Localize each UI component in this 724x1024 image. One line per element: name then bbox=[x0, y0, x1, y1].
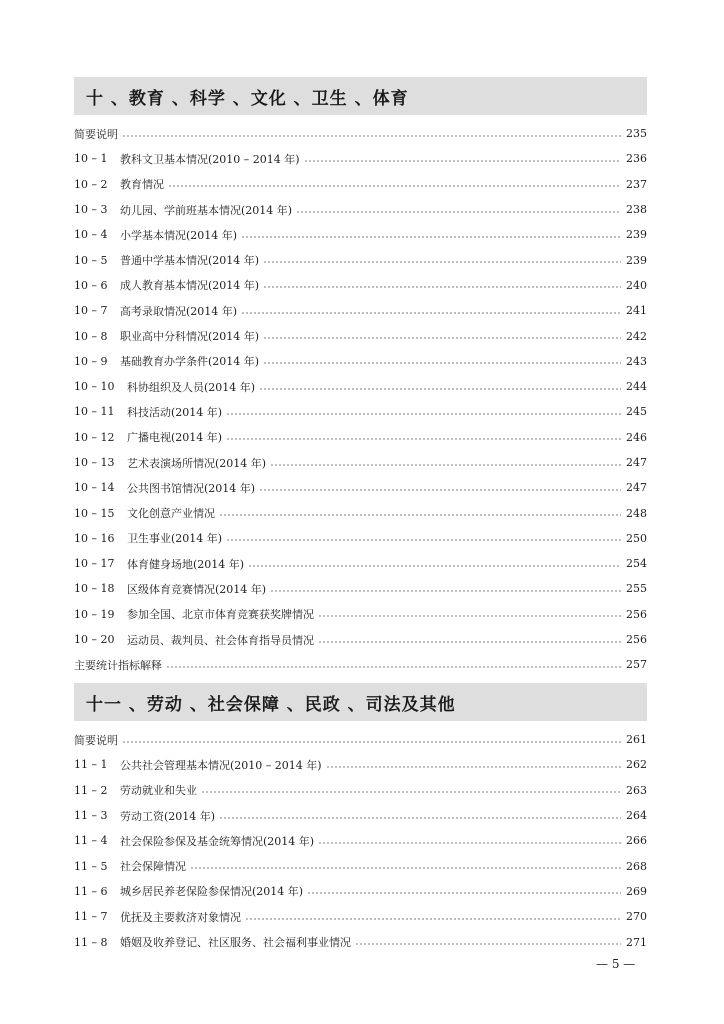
entry-page: 271 bbox=[626, 935, 647, 949]
entry-number: 11 – 1 bbox=[74, 758, 108, 772]
entry-title: 社会保险参保及基金统筹情况(2014 年) bbox=[120, 834, 315, 848]
entry-page: 240 bbox=[626, 278, 647, 292]
entry-number: 10 – 9 bbox=[74, 354, 108, 368]
entry-title: 小学基本情况(2014 年) bbox=[120, 228, 238, 242]
toc-entry[interactable] bbox=[74, 576, 647, 601]
toc-entry[interactable] bbox=[74, 323, 647, 348]
toc-entry[interactable] bbox=[74, 904, 647, 929]
entry-title: 成人教育基本情况(2014 年) bbox=[120, 279, 260, 293]
leader-dots bbox=[241, 233, 621, 241]
entry-number: 10 – 11 bbox=[74, 405, 115, 419]
toc-entry[interactable] bbox=[74, 475, 647, 500]
entry-page: 264 bbox=[626, 809, 647, 823]
leader-dots bbox=[219, 511, 621, 519]
leader-dots bbox=[226, 410, 621, 418]
entry-number: 10 – 12 bbox=[74, 430, 115, 444]
toc-list-section-10 bbox=[74, 121, 647, 678]
entry-number: 11 – 7 bbox=[74, 910, 108, 924]
entry-title: 社会保障情况 bbox=[120, 860, 186, 874]
toc-entry[interactable] bbox=[74, 627, 647, 652]
entry-page: 250 bbox=[626, 531, 647, 545]
entry-page: 236 bbox=[626, 152, 647, 166]
leader-dots bbox=[259, 486, 621, 494]
leader-dots bbox=[245, 915, 621, 923]
leader-dots bbox=[307, 889, 621, 897]
entry-number: 10 – 6 bbox=[74, 278, 108, 292]
entry-number: 11 – 2 bbox=[74, 783, 108, 797]
entry-page: 246 bbox=[626, 430, 647, 444]
leader-dots bbox=[326, 763, 621, 771]
entry-title: 文化创意产业情况 bbox=[127, 507, 215, 521]
entry-page: 243 bbox=[626, 354, 647, 368]
toc-entry[interactable] bbox=[74, 450, 647, 475]
toc-entry[interactable] bbox=[74, 602, 647, 627]
entry-title: 教科文卫基本情况(2010 – 2014 年) bbox=[120, 152, 300, 166]
entry-page: 247 bbox=[626, 481, 647, 495]
entry-number: 10 – 3 bbox=[74, 203, 108, 217]
entry-title: 运动员、裁判员、社会体育指导员情况 bbox=[127, 633, 314, 647]
entry-number: 10 – 4 bbox=[74, 228, 108, 242]
entry-title: 幼儿园、学前班基本情况(2014 年) bbox=[120, 203, 293, 217]
entry-number: 11 – 6 bbox=[74, 884, 108, 898]
leader-dots bbox=[304, 157, 621, 165]
entry-number: 10 – 18 bbox=[74, 582, 115, 596]
entry-number: 11 – 5 bbox=[74, 859, 108, 873]
toc-entry[interactable] bbox=[74, 803, 647, 828]
entry-page: 248 bbox=[626, 506, 647, 520]
leader-dots bbox=[263, 359, 621, 367]
entry-page: 239 bbox=[626, 253, 647, 267]
entry-title: 科协组织及人员(2014 年) bbox=[127, 380, 256, 394]
toc-entry[interactable] bbox=[74, 778, 647, 803]
entry-title: 教育情况 bbox=[120, 178, 164, 192]
entry-number: 10 – 16 bbox=[74, 531, 115, 545]
entry-number: 10 – 17 bbox=[74, 557, 115, 571]
entry-title: 简要说明 bbox=[74, 127, 118, 141]
entry-page: 256 bbox=[626, 633, 647, 647]
toc-entry[interactable] bbox=[74, 273, 647, 298]
entry-page: 237 bbox=[626, 177, 647, 191]
entry-number: 11 – 4 bbox=[74, 834, 108, 848]
entry-number: 11 – 8 bbox=[74, 935, 108, 949]
entry-page: 247 bbox=[626, 456, 647, 469]
toc-entry[interactable] bbox=[74, 399, 647, 424]
entry-number: 11 – 3 bbox=[74, 809, 108, 823]
entry-page: 239 bbox=[626, 228, 647, 242]
leader-dots bbox=[318, 839, 621, 847]
leader-dots bbox=[168, 182, 621, 190]
toc-entry[interactable] bbox=[74, 727, 647, 752]
toc-entry[interactable] bbox=[74, 121, 647, 146]
toc-entry[interactable] bbox=[74, 853, 647, 878]
toc-entry[interactable] bbox=[74, 222, 647, 247]
entry-page: 235 bbox=[626, 127, 647, 141]
toc-entry[interactable] bbox=[74, 500, 647, 525]
entry-page: 257 bbox=[626, 658, 647, 672]
section-header-10 bbox=[74, 77, 647, 115]
entry-title: 高考录取情况(2014 年) bbox=[120, 304, 238, 318]
entry-page: 255 bbox=[626, 582, 647, 596]
toc-entry[interactable] bbox=[74, 197, 647, 222]
page-number: — 5 — bbox=[596, 957, 636, 971]
leader-dots bbox=[263, 258, 621, 266]
entry-title: 基础教育办学条件(2014 年) bbox=[120, 355, 260, 369]
leader-dots bbox=[166, 663, 621, 671]
toc-entry[interactable] bbox=[74, 828, 647, 853]
entry-title: 优抚及主要救济对象情况 bbox=[120, 910, 241, 924]
toc-entry[interactable] bbox=[74, 298, 647, 323]
entry-number: 10 – 15 bbox=[74, 506, 115, 520]
entry-page: 268 bbox=[626, 859, 647, 873]
leader-dots bbox=[259, 385, 621, 393]
entry-page: 269 bbox=[626, 884, 647, 898]
entry-title: 普通中学基本情况(2014 年) bbox=[120, 254, 260, 268]
leader-dots bbox=[226, 435, 621, 443]
entry-number: 10 – 1 bbox=[74, 152, 108, 166]
entry-title: 简要说明 bbox=[74, 733, 118, 747]
entry-number: 10 – 13 bbox=[74, 456, 115, 469]
entry-page: 266 bbox=[626, 834, 647, 848]
entry-title: 艺术表演场所情况(2014 年) bbox=[127, 456, 267, 470]
entry-page: 270 bbox=[626, 910, 647, 924]
entry-title: 参加全国、北京市体育竞赛获奖牌情况 bbox=[127, 608, 314, 622]
leader-dots bbox=[270, 587, 621, 595]
entry-number: 10 – 2 bbox=[74, 177, 108, 191]
entry-page: 238 bbox=[626, 203, 647, 217]
entry-page: 254 bbox=[626, 557, 647, 571]
leader-dots bbox=[263, 283, 621, 291]
entry-number: 10 – 14 bbox=[74, 481, 115, 495]
entry-title: 广播电视(2014 年) bbox=[127, 431, 223, 445]
entry-page: 241 bbox=[626, 304, 647, 318]
leader-dots bbox=[226, 536, 621, 544]
entry-page: 245 bbox=[626, 405, 647, 419]
entry-number: 10 – 5 bbox=[74, 253, 108, 267]
entry-title: 城乡居民养老保险参保情况(2014 年) bbox=[120, 885, 304, 899]
leader-dots bbox=[241, 309, 621, 317]
toc-entry[interactable] bbox=[74, 172, 647, 197]
leader-dots bbox=[318, 612, 621, 620]
leader-dots bbox=[190, 864, 621, 872]
section-header-11 bbox=[74, 683, 647, 721]
leader-dots bbox=[296, 208, 621, 216]
section-title: 十 、教育 、科学 、文化 、卫生 、体育 bbox=[86, 88, 409, 109]
entry-page: 262 bbox=[626, 758, 647, 772]
leader-dots bbox=[122, 132, 621, 140]
toc-entry[interactable] bbox=[74, 652, 647, 677]
entry-title: 科技活动(2014 年) bbox=[127, 405, 223, 419]
toc-entry[interactable] bbox=[74, 752, 647, 777]
leader-dots bbox=[355, 940, 621, 948]
toc-entry[interactable] bbox=[74, 425, 647, 450]
entry-title: 体育健身场地(2014 年) bbox=[127, 557, 245, 571]
entry-number: 10 – 20 bbox=[74, 633, 115, 647]
leader-dots bbox=[122, 738, 621, 746]
entry-number: 10 – 8 bbox=[74, 329, 108, 343]
toc-entry[interactable] bbox=[74, 374, 647, 399]
entry-page: 242 bbox=[626, 329, 647, 343]
entry-page: 261 bbox=[626, 733, 647, 747]
entry-page: 256 bbox=[626, 607, 647, 621]
entry-title: 主要统计指标解释 bbox=[74, 658, 162, 672]
entry-number: 10 – 7 bbox=[74, 304, 108, 318]
entry-page: 263 bbox=[626, 783, 647, 797]
toc-entry[interactable] bbox=[74, 526, 647, 551]
toc-entry[interactable] bbox=[74, 349, 647, 374]
entry-title: 婚姻及收养登记、社区服务、社会福利事业情况 bbox=[120, 936, 351, 950]
leader-dots bbox=[219, 814, 621, 822]
entry-title: 卫生事业(2014 年) bbox=[127, 532, 223, 546]
entry-title: 职业高中分科情况(2014 年) bbox=[120, 330, 260, 344]
toc-entry[interactable] bbox=[74, 247, 647, 272]
entry-title: 公共社会管理基本情况(2010 – 2014 年) bbox=[120, 758, 322, 772]
entry-page: 244 bbox=[626, 380, 647, 394]
entry-title: 劳动工资(2014 年) bbox=[120, 809, 216, 823]
toc-entry[interactable] bbox=[74, 146, 647, 171]
leader-dots bbox=[263, 334, 621, 342]
leader-dots bbox=[248, 562, 621, 570]
toc-entry[interactable] bbox=[74, 551, 647, 576]
entry-number: 10 – 19 bbox=[74, 607, 115, 621]
leader-dots bbox=[270, 461, 621, 469]
section-title: 十一 、劳动 、社会保障 、民政 、司法及其他 bbox=[86, 694, 456, 715]
entry-title: 劳动就业和失业 bbox=[120, 784, 197, 798]
toc-entry[interactable] bbox=[74, 879, 647, 904]
entry-title: 公共图书馆情况(2014 年) bbox=[127, 481, 256, 495]
leader-dots bbox=[318, 638, 621, 646]
entry-number: 10 – 10 bbox=[74, 380, 115, 394]
leader-dots bbox=[201, 788, 621, 796]
toc-list-section-11 bbox=[74, 727, 647, 955]
toc-entry[interactable] bbox=[74, 929, 647, 954]
entry-title: 区级体育竞赛情况(2014 年) bbox=[127, 582, 267, 596]
